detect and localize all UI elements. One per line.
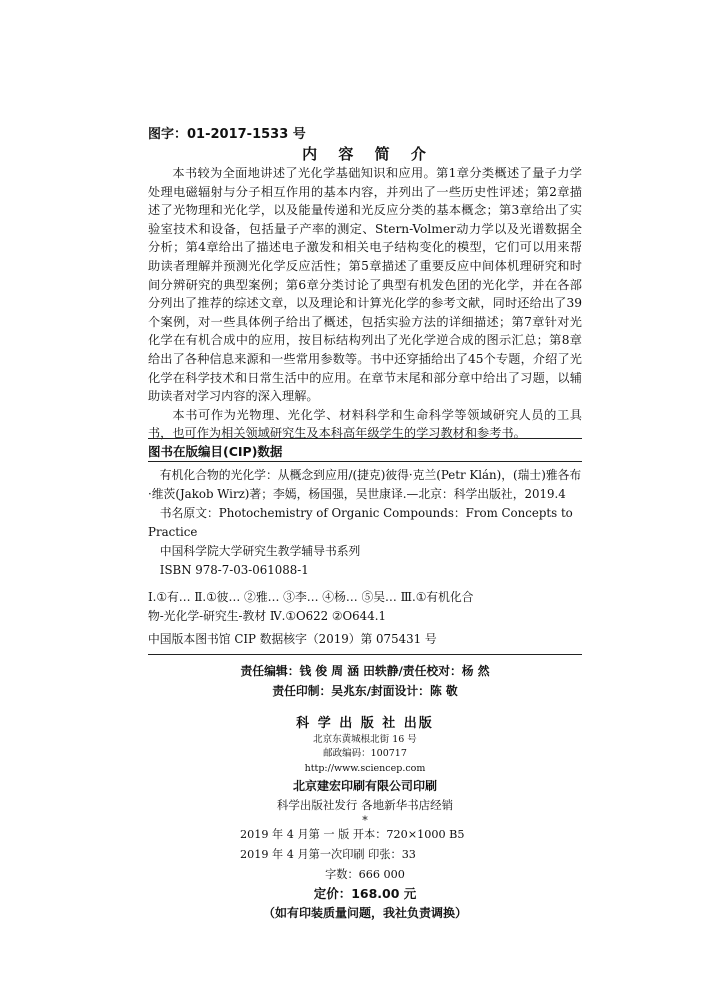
divider-bottom [148,654,582,655]
summary-paragraph-2: 本书可作为光物理、光化学、材料科学和生命科学等领域研究人员的工具书，也可作为相关领域研究生及本科高年级学生的学习教材和参考书。 [148,407,582,441]
divider-cip [148,461,582,462]
cip-record [148,466,582,580]
separator-star: * [362,814,368,827]
cip-check-number: 中国版本图书馆 CIP 数据核字（2019）第 075431 号 [148,632,437,646]
summary-title: 内 容 简 介 [302,145,434,163]
credits-editors: 责任编辑：钱 俊 周 涵 田轶静/责任校对：杨 然 [240,664,490,678]
distribution-info: 科学出版社发行 各地新华书店经销 [276,798,454,812]
publisher-url: http://www.sciencep.com [304,763,426,774]
summary-body [148,164,582,443]
price: 定价：168.00 元 [313,886,417,901]
cip-original-title: 书名原文：Photochemistry of Organic Compounds：From Concepts to Practice [148,506,573,539]
summary-paragraph-1: 本书较为全面地讲述了光化学基础知识和应用。第1章分类概述了量子力学处理电磁辐射与分子相互作用的基本内容，并列出了一些历史性评述；第2章描述了光物理和光化学，以及能量传递和光反应分类的基本概念；第3章给出了实验室技术和设备，包括量子产率的测定、Stern-Volmer动力学以及光谱数据全分析；第4章给出了描述电子激发和相关电子结构变化的模型，它们可以用来帮助读者理解并预测光化学反应活性；第5章描述了重要反应中间体机理研究和时间分辨研究的典型案例；第6章分类讨论了典型有机发色团的光化学，并在各部分列出了推荐的综述文章，以及理论和计算光化学的参考文献，同时还给出了39个案例，对一些具体例子给出了概述，包括实验方法的详细描述；第7章针对光化学在有机合成中的应用，按目标结构列出了光化学逆合成的图示汇总；第8章给出了各种信息来源和一些常用参数等。书中还穿插给出了45个专题，介绍了光化学在科学技术和日常生活中的应用。在章节末尾和部分章中给出了习题，以辅助读者对学习内容的深入理解。 [148,166,582,404]
divider-top [148,438,582,439]
word-count: 字数：666 000 [325,868,405,881]
edition-info: 2019 年 4 月第 一 版 开本：720×1000 B5 [240,828,465,841]
cip-classification-line-1: Ⅰ.①有… Ⅱ.①彼… ②雅… ③李… ④杨… ⑤吴… Ⅲ.①有机化合 [148,590,474,604]
publisher-postcode: 邮政编码：100717 [323,748,407,759]
printer-name: 北京建宏印刷有限公司印刷 [292,779,437,793]
publisher-name: 科 学 出 版 社 出版 [296,716,434,731]
copyright-registration: 图字：01-2017-1533 号 [148,127,306,142]
cip-classification [148,588,582,626]
cip-isbn: ISBN 978-7-03-061088-1 [159,563,309,577]
publisher-address: 北京东黄城根北街 16 号 [313,734,417,745]
cip-heading: 图书在版编目(CIP)数据 [148,444,283,459]
credits-production: 责任印制：吴兆东/封面设计：陈 敬 [272,684,458,698]
printing-info: 2019 年 4 月第一次印刷 印张：33 [240,848,416,861]
cip-classification-line-2: 物-光化学-研究生-教材 Ⅳ.①O622 ②O644.1 [148,609,386,623]
cip-series: 中国科学院大学研究生教学辅导书系列 [159,544,361,558]
quality-note: （如有印装质量问题，我社负责调换） [262,906,467,920]
cip-entry: 有机化合物的光化学：从概念到应用/(捷克)彼得·克兰(Petr Klán)，(瑞士)雅各布·维茨(Jakob Wirz)著；李嫣，杨国强，吴世康译.—北京：科学出版社，2019.4 [148,468,582,501]
